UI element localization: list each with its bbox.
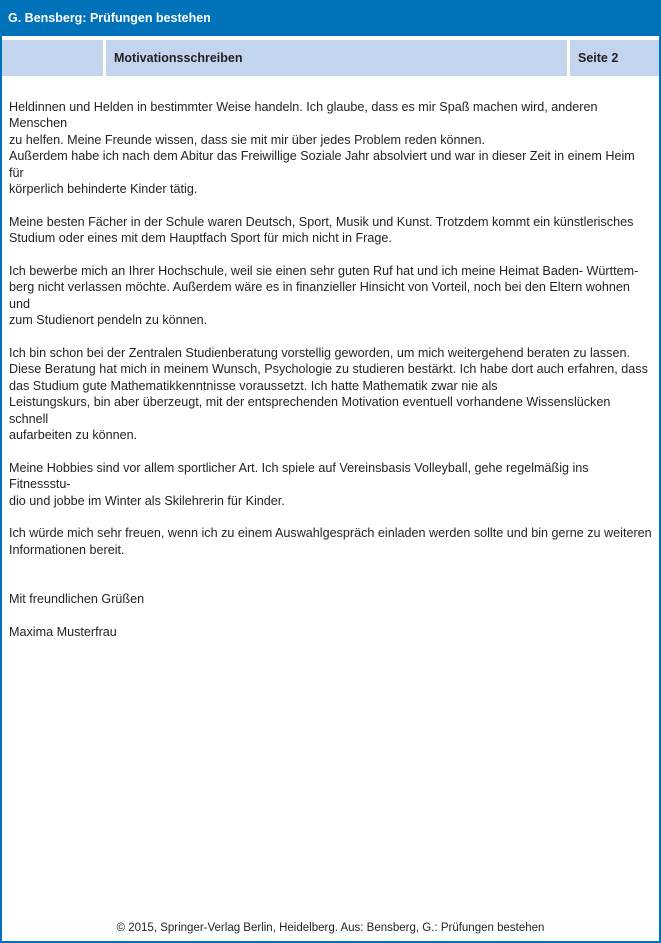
text-line: zu helfen. Meine Freunde wissen, dass sie mit mir über jedes Problem reden können.: [9, 132, 486, 147]
paragraph-helping: [9, 99, 652, 197]
paragraph-subjects: [9, 214, 652, 247]
text-line: zum Studienort pendeln zu können.: [9, 313, 208, 328]
text-line: körperlich behinderte Kinder tätig.: [9, 182, 198, 197]
letter-body: [9, 99, 652, 657]
text-line: Informationen bereit.: [9, 542, 125, 557]
text-line: das Studium gute Mathematikkenntnisse voraussetzt. Ich hatte Mathematik zwar nie als: [9, 378, 498, 393]
text-line: aufarbeiten zu können.: [9, 428, 138, 443]
paragraph-university: [9, 263, 652, 329]
signature-name: Maxima Musterfrau: [9, 624, 117, 639]
text-line: Studium oder eines mit dem Hauptfach Sport für mich nicht in Frage.: [9, 231, 392, 246]
text-line: Heldinnen und Helden in bestimmter Weise handeln. Ich glaube, dass es mir Spaß machen wird, anderen Menschen: [9, 100, 598, 131]
book-title: G. Bensberg: Prüfungen bestehen: [8, 11, 211, 25]
text-line: Meine besten Fächer in der Schule waren Deutsch, Sport, Musik und Kunst. Trotzdem kommt ein künstlerisches: [9, 214, 634, 229]
text-line: Meine Hobbies sind vor allem sportlicher Art. Ich spiele auf Vereinsbasis Volleyball, gehe regelmäßig ins Fitnessstu-: [9, 460, 589, 492]
text-line: dio und jobbe im Winter als Skilehrerin für Kinder.: [9, 493, 285, 508]
section-title: Motivationsschreiben: [106, 40, 567, 76]
section-header: [2, 40, 659, 76]
text-line: Ich würde mich sehr freuen, wenn ich zu einem Auswahlgespräch einladen werden sollte und bin gerne zu weiteren: [9, 526, 652, 541]
text-line: berg nicht verlassen möchte. Außerdem wäre es in finanzieller Hinsicht von Vorteil, noch bei den Eltern wohnen und: [9, 280, 630, 311]
closing-greeting: Mit freundlichen Grüßen: [9, 592, 145, 607]
text-line: Ich bewerbe mich an Ihrer Hochschule, weil sie einen sehr guten Ruf hat und ich meine Heimat Baden- Württem-: [9, 264, 639, 279]
copyright-footer: © 2015, Springer-Verlag Berlin, Heidelberg. Aus: Bensberg, G.: Prüfungen bestehen: [116, 922, 545, 934]
paragraph-hobbies: [9, 460, 652, 509]
header-spacer-cell: [2, 40, 103, 76]
text-line: Ich bin schon bei der Zentralen Studienberatung vorstellig geworden, um mich weitergehend beraten zu lassen.: [9, 346, 630, 361]
text-line: Außerdem habe ich nach dem Abitur das Freiwillige Soziale Jahr absolviert und war in dieser Zeit in einem Heim für: [9, 149, 635, 180]
book-title-bar: [0, 0, 661, 36]
paragraph-counseling: [9, 345, 652, 443]
page-number: Seite 2: [570, 40, 659, 76]
paragraph-interview: [9, 525, 652, 558]
text-line: Diese Beratung hat mich in meinem Wunsch, Psychologie zu studieren bestärkt. Ich habe dort auch erfahren, dass: [9, 362, 648, 377]
text-line: Leistungskurs, bin aber überzeugt, mit der entsprechenden Motivation eventuell vorhandene Wissenslücken schnell: [9, 395, 611, 426]
